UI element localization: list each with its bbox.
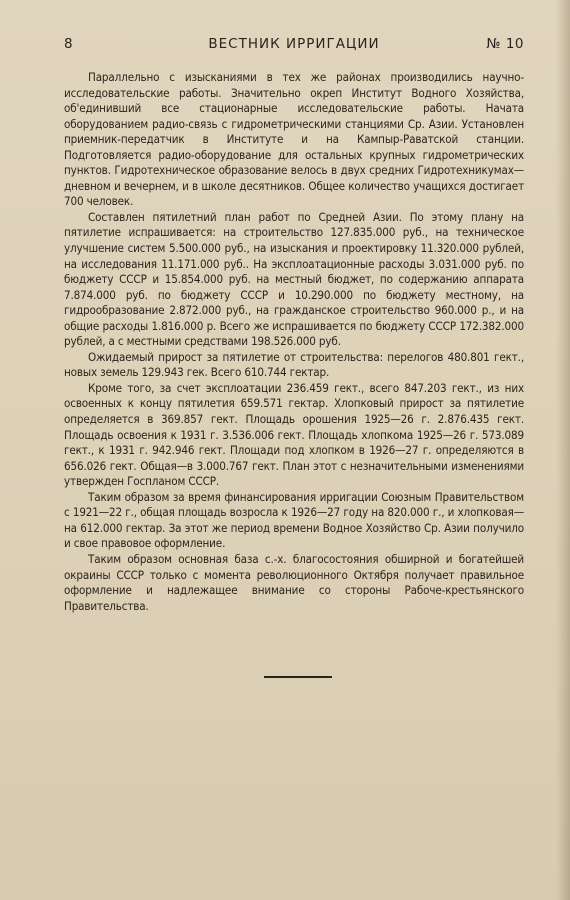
page-header xyxy=(64,36,524,54)
paragraph-cotton-growth: Кроме того, за счет эксплоатации 236.459 гект., всего 847.203 гект., из них освоенных к концу пятилетия 659.571 гектар. Хлопковый прирост за пятилетие определяется в 369.857 гект. Площадь орошения 1925—26 г. 2.876.435 гект. Площадь освоения к 1931 г. 3.536.006 гект. Площадь хлопкома 1925—26 г. 573.089 гект., к 1931 г. 942.946 гект. Площади под хлопком в 1926—27 г. определяются в 656.026 гект. Общая—в 3.000.767 гект. План этот с незначительными изменениями утвержден Госпланом СССР. xyxy=(64,380,524,489)
paragraph-conclusion: Таким образом основная база с.-х. благосостояния обширной и богатейшей окраины СССР только с момента революционного Октября получает правильное оформление и надлежащее внимание со стороны Рабоче-крестьянского Правительства. xyxy=(64,551,524,613)
issue-number: № 10 xyxy=(486,36,524,52)
article-body xyxy=(64,70,524,614)
paragraph-expected-growth: Ожидаемый прирост за пятилетие от строительства: перелогов 480.801 гект., новых земель 129.943 гек. Всего 610.744 гектар. xyxy=(64,349,524,380)
paragraph-financing-summary: Таким образом за время финансирования ирригации Союзным Правительством с 1921—22 г., общая площадь возросла к 1926—27 году на 820.000 г., и хлопковая—на 612.000 гектар. За этот же период времени Водное Хозяйство Ср. Азии получило и свое правовое оформление. xyxy=(64,489,524,551)
section-end-rule xyxy=(264,676,332,678)
paragraph-five-year-plan: Составлен пятилетний план работ по Средней Азии. По этому плану на пятилетие испрашивается: на строительство 127.835.000 руб., на техническое улучшение систем 5.500.000 руб., на изыскания и проектировку 11.320.000 рублей, на исследования 11.171.000 руб.. На эксплоатационные расходы 3.031.000 руб. по бюджету СССР и 15.854.000 руб. на местный бюджет, по содержанию аппарата 7.874.000 руб. по бюджету СССР и 10.290.000 по бюджету местному, на гидрообразование 2.872.000 руб., на гражданское строительство 960.000 р., и на общие расходы 1.816.000 р. Всего же испрашивается по бюджету СССР 172.382.000 рублей, а с местными средствами 198.526.000 руб. xyxy=(64,209,524,349)
journal-title: ВЕСТНИК ИРРИГАЦИИ xyxy=(208,36,380,52)
page-number: 8 xyxy=(64,36,74,52)
paragraph-research: Параллельно с изысканиями в тех же районах производились научно-исследовательские работы. Значительно окреп Институт Водного Хозяйства, об'единивший все стационарные исследовательские работы. Начата оборудованием радио-связь с гидрометрическими станциями Ср. Азии. Установлен приемник-передатчик в Институте и на Кампыр-Раватской станции. Подготовляется радио-оборудование для остальных крупных гидрометрических пунктов. Гидротехническое образование велось в двух средних Гидротехникумах—дневном и вечернем, и в школе десятников. Общее количество учащихся достигает 700 человек. xyxy=(64,70,524,209)
